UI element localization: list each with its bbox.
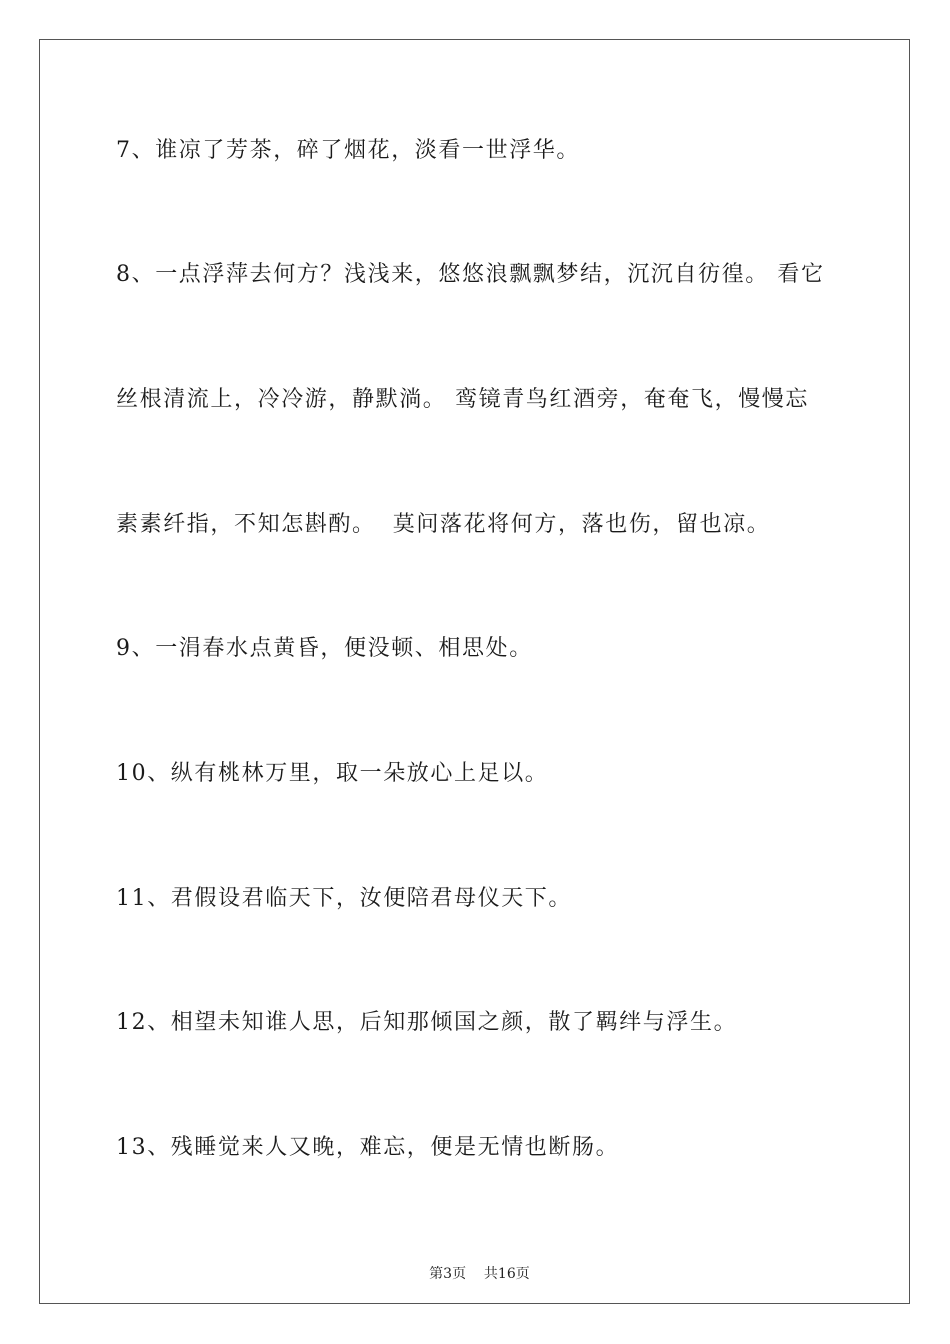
page-border bbox=[39, 39, 910, 1304]
text-line-7: 7、谁凉了芳茶，碎了烟花，淡看一世浮华。 bbox=[116, 138, 580, 163]
text-line-12: 12、相望未知谁人思，后知那倾国之颜，散了羁绊与浮生。 bbox=[116, 1010, 738, 1035]
text-line-13: 13、残睡觉来人又晚，难忘，便是无情也断肠。 bbox=[116, 1135, 620, 1160]
total-pages: 共16页 bbox=[483, 1266, 530, 1282]
page-number: 第3页 bbox=[429, 1266, 467, 1282]
text-line-10: 10、纵有桃林万里，取一朵放心上足以。 bbox=[116, 761, 549, 786]
text-line-11: 11、君假设君临天下，汝便陪君母仪天下。 bbox=[116, 886, 572, 911]
text-line-8a: 8、一点浮萍去何方？浅浅来，悠悠浪飘飘梦结，沉沉自彷徨。 看它 bbox=[116, 262, 825, 287]
page-footer bbox=[0, 1247, 950, 1283]
text-line-9: 9、一涓春水点黄昏，便没顿、相思处。 bbox=[116, 636, 533, 661]
text-line-8b: 丝根清流上，冷冷游，静默淌。 鸾镜青鸟红酒旁，奄奄飞，慢慢忘 bbox=[116, 387, 809, 412]
text-line-8c: 素素纤指，不知怎斟酌。 莫问落花将何方，落也伤，留也凉。 bbox=[116, 512, 771, 537]
